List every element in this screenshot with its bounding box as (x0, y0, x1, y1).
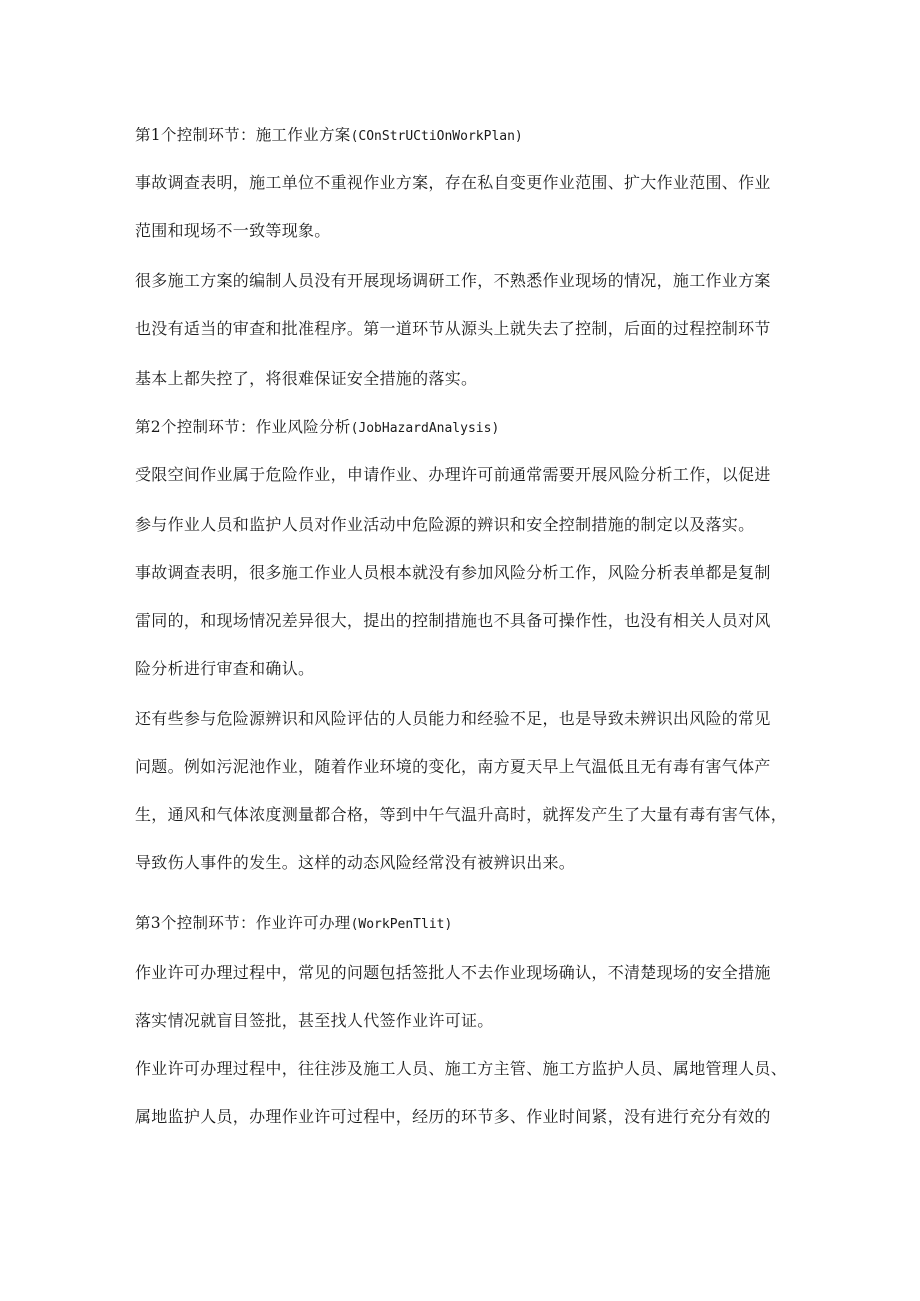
paragraph-line: 属地监护人员，办理作业许可过程中，经历的环节多、作业时间紧，没有进行充分有效的 (135, 1107, 771, 1126)
paragraph-line: 参与作业人员和监护人员对作业活动中危险源的辨识和安全控制措施的制定以及落实。 (135, 515, 755, 534)
paragraph-line: 导致伤人事件的发生。这样的动态风险经常没有被辨识出来。 (135, 853, 576, 872)
paragraph-line: 作业许可办理过程中，常见的问题包括签批人不去作业现场确认，不清楚现场的安全措施 (135, 963, 771, 982)
section-heading-3-term: (WorkPenTlit) (350, 917, 453, 932)
section-heading-1-prefix: 第1个控制环节：施工作业方案 (135, 126, 351, 144)
paragraph-line: 险分析进行审查和确认。 (135, 659, 315, 678)
paragraph-line: 落实情况就盲目签批，甚至找人代签作业许可证。 (135, 1011, 494, 1030)
section-heading-3 (135, 912, 795, 936)
paragraph-line: 问题。例如污泥池作业，随着作业环境的变化，南方夏天早上气温低且无有毒有害气体产 (135, 757, 771, 776)
paragraph-line: 还有些参与危险源辨识和风险评估的人员能力和经验不足，也是导致未辨识出风险的常见 (135, 709, 771, 728)
section-heading-1-term: (COnStrUCtiOnWorkPlan) (350, 129, 523, 144)
section-heading-1 (135, 124, 795, 148)
paragraph-line: 范围和现场不一致等现象。 (135, 221, 331, 240)
paragraph-line: 基本上都失控了，将很难保证安全措施的落实。 (135, 369, 478, 388)
section-heading-2-term: (JobHazardAnalysis) (350, 421, 500, 436)
section-heading-3-prefix: 第3个控制环节：作业许可办理 (135, 914, 351, 932)
paragraph-line: 雷同的，和现场情况差异很大，提出的控制措施也不具备可操作性，也没有相关人员对风 (135, 611, 771, 630)
section-heading-2 (135, 416, 795, 440)
paragraph-line: 受限空间作业属于危险作业，申请作业、办理许可前通常需要开展风险分析工作，以促进 (135, 465, 771, 484)
paragraph-line: 也没有适当的审查和批准程序。第一道环节从源头上就失去了控制，后面的过程控制环节 (135, 319, 771, 338)
paragraph-line: 事故调查表明，很多施工作业人员根本就没有参加风险分析工作，风险分析表单都是复制 (135, 563, 771, 582)
paragraph-line: 事故调查表明，施工单位不重视作业方案，存在私自变更作业范围、扩大作业范围、作业 (135, 173, 771, 192)
paragraph-line: 很多施工方案的编制人员没有开展现场调研工作，不熟悉作业现场的情况，施工作业方案 (135, 271, 771, 290)
paragraph-line: 生，通风和气体浓度测量都合格，等到中午气温升高时，就挥发产生了大量有毒有害气体， (135, 805, 788, 824)
paragraph-line: 作业许可办理过程中，往往涉及施工人员、施工方主管、施工方监护人员、属地管理人员、 (135, 1059, 788, 1078)
section-heading-2-prefix: 第2个控制环节：作业风险分析 (135, 418, 351, 436)
